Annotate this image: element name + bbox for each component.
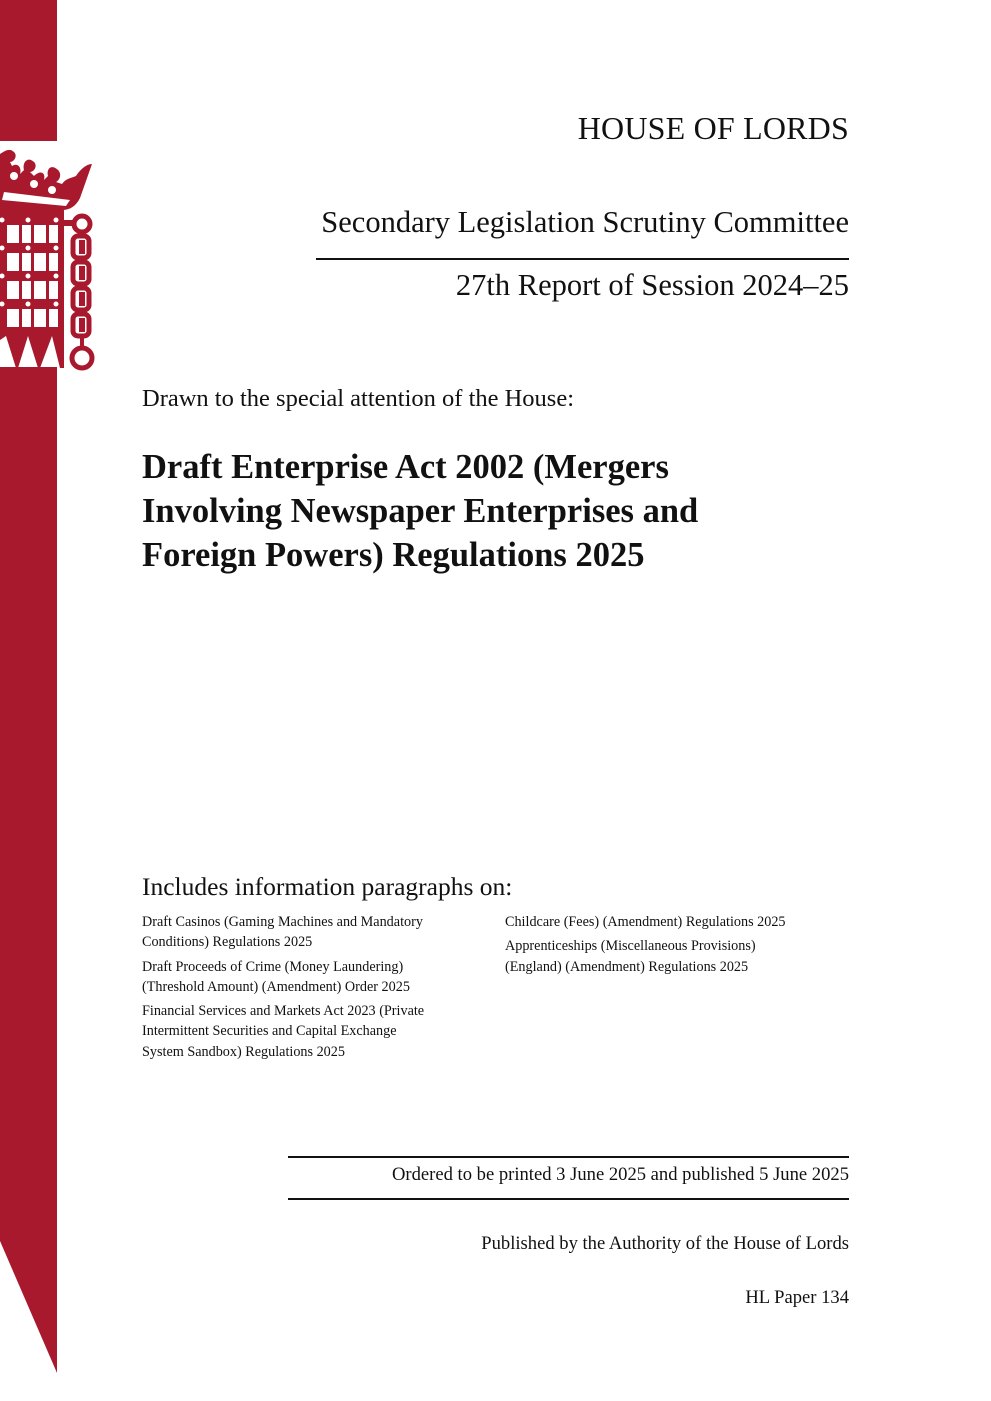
list-item-line: Childcare (Fees) (Amendment) Regulations 2025 xyxy=(505,914,786,930)
list-item-line: Financial Services and Markets Act 2023 (Private xyxy=(142,1003,425,1020)
publisher-statement: Published by the Authority of the House of Lords xyxy=(481,1233,849,1254)
house-name: HOUSE OF LORDS xyxy=(577,110,849,146)
list-item-line: System Sandbox) Regulations 2025 xyxy=(142,1043,345,1060)
list-item-line: (England) (Amendment) Regulations 2025 xyxy=(505,958,749,975)
report-session: 27th Report of Session 2024–25 xyxy=(455,268,849,302)
list-item-line: Draft Casinos (Gaming Machines and Mandatory xyxy=(142,914,423,930)
header-divider xyxy=(316,258,849,260)
title-line: Draft Enterprise Act 2002 (Mergers xyxy=(142,448,669,486)
list-item-line: Intermittent Securities and Capital Exchange xyxy=(142,1023,397,1040)
title-line: Foreign Powers) Regulations 2025 xyxy=(142,536,645,574)
footer-divider-bottom xyxy=(288,1198,849,1200)
list-item-line: Draft Proceeds of Crime (Money Laundering) xyxy=(142,958,404,975)
accent-bar-bottom xyxy=(0,367,57,1377)
list-item xyxy=(505,912,855,932)
document-title xyxy=(142,445,842,577)
list-item xyxy=(142,957,492,998)
title-line: Involving Newspaper Enterprises and xyxy=(142,492,699,530)
committee-name: Secondary Legislation Scrutiny Committee xyxy=(321,205,849,239)
information-list-left xyxy=(142,912,492,1066)
list-item-line: Conditions) Regulations 2025 xyxy=(142,934,313,951)
paper-number: HL Paper 134 xyxy=(745,1287,849,1308)
information-list-right xyxy=(505,912,855,981)
footer-divider-top xyxy=(288,1156,849,1158)
list-item-line: (Threshold Amount) (Amendment) Order 2025 xyxy=(142,978,410,995)
intro-text: Drawn to the special attention of the House: xyxy=(142,385,575,412)
list-item xyxy=(142,912,492,953)
portcullis-crown-icon xyxy=(0,140,100,380)
list-item-line: Apprenticeships (Miscellaneous Provisions) xyxy=(505,938,756,955)
information-heading: Includes information paragraphs on: xyxy=(142,872,513,901)
ordered-date: Ordered to be printed 3 June 2025 and published 5 June 2025 xyxy=(391,1164,849,1185)
list-item xyxy=(505,936,855,977)
accent-bar-top xyxy=(0,0,57,141)
list-item xyxy=(142,1001,492,1062)
